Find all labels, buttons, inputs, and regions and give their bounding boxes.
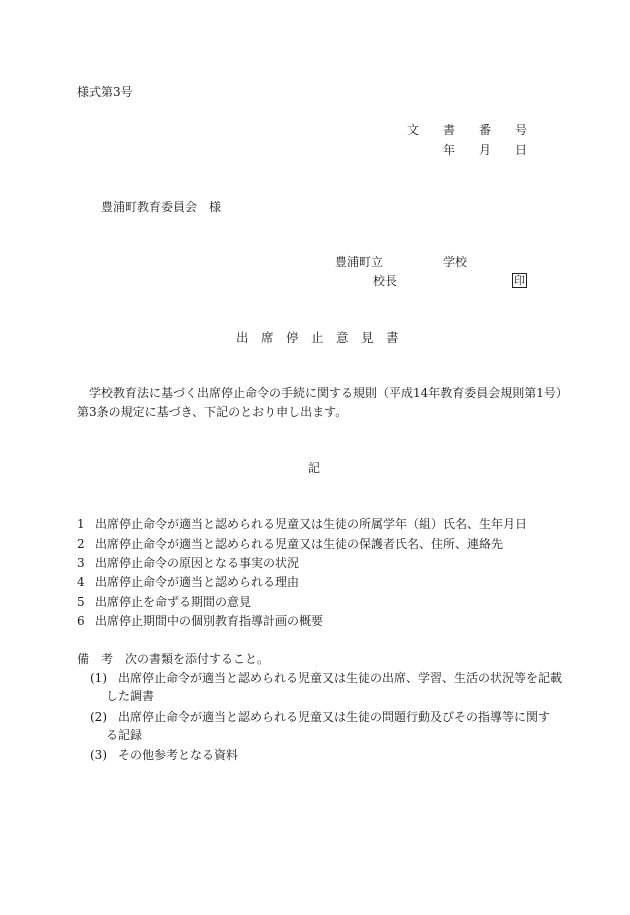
form-number: 様式第3号 [77, 85, 133, 99]
item-text: 出席停止命令が適当と認められる理由 [95, 575, 300, 589]
item-number: 4 [77, 575, 85, 589]
document-number-label: 文 書 番 号 [407, 123, 528, 137]
body-line-2: 第3条の規定に基づき、下記のとおり申し出ます。 [77, 405, 348, 419]
item-text: 出席停止期間中の個別教育指導計画の概要 [95, 614, 324, 628]
note-text-line-1: 出席停止命令が適当と認められる児童又は生徒の出席、学習、生活の状況等を記載 [118, 671, 563, 685]
item-text: 出席停止命令が適当と認められる児童又は生徒の保護者氏名、住所、連絡先 [95, 537, 504, 551]
list-item [77, 576, 299, 588]
note-text-line-1: その他参考となる資料 [118, 748, 239, 762]
item-number: 2 [77, 537, 85, 551]
note-number: (3) [90, 748, 107, 762]
sender-school: 豊浦町立 学校 [335, 255, 468, 269]
item-number: 5 [77, 595, 85, 609]
item-text: 出席停止を命ずる期間の意見 [95, 595, 252, 609]
item-text: 出席停止命令が適当と認められる児童又は生徒の所属学年（組）氏名、生年月日 [95, 517, 528, 531]
item-number: 1 [77, 517, 85, 531]
note-item [90, 749, 238, 761]
seal-text: 印 [514, 274, 525, 287]
list-item [77, 615, 323, 627]
addressee: 豊浦町教育委員会 様 [101, 200, 222, 214]
document-title: 出 席 停 止 意 見 書 [236, 330, 399, 345]
item-text: 出席停止命令の原因となる事実の状況 [95, 556, 300, 570]
note-text-line-2: る記録 [106, 728, 143, 742]
list-item [77, 596, 251, 608]
principal-label: 校長 [373, 274, 398, 288]
list-item [77, 538, 503, 550]
note-text-line-2: した調書 [106, 689, 155, 703]
note-number: (1) [90, 671, 107, 685]
list-item [77, 557, 299, 569]
date-label: 年 月 日 [443, 143, 528, 157]
item-number: 6 [77, 614, 85, 628]
ki-marker: 記 [308, 461, 321, 475]
note-text-line-1: 出席停止命令が適当と認められる児童又は生徒の問題行動及びその指導等に関す [118, 710, 551, 724]
body-line-1: 学校教育法に基づく出席停止命令の手続に関する規則（平成14年教育委員会規則第1号） [89, 386, 568, 400]
note-number: (2) [90, 710, 107, 724]
notes-heading: 備 考 次の書類を添付すること。 [77, 652, 270, 666]
seal-stamp [512, 273, 527, 288]
item-number: 3 [77, 556, 85, 570]
list-item [77, 518, 527, 530]
note-item [90, 672, 562, 684]
note-item [90, 711, 550, 723]
